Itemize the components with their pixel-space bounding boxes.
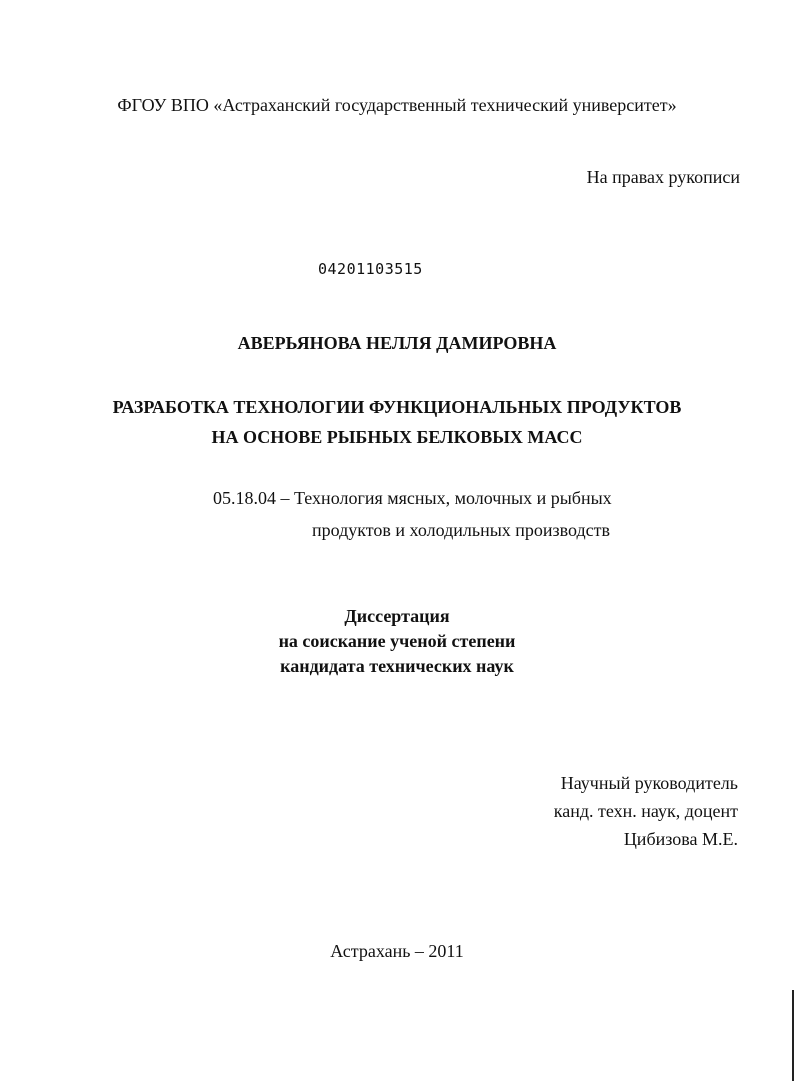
- author-name: АВЕРЬЯНОВА НЕЛЛЯ ДАМИРОВНА: [237, 333, 557, 353]
- degree-line-3: кандидата технических наук: [280, 656, 514, 676]
- supervisor-block: [554, 769, 738, 853]
- place-year: Астрахань – 2011: [330, 941, 464, 961]
- specialty-line-1: 05.18.04 – Технология мясных, молочных и рыбных: [213, 488, 612, 508]
- rights-note: На правах рукописи: [586, 167, 740, 187]
- supervisor-degree: канд. техн. наук, доцент: [553, 801, 738, 821]
- institution-line: ФГОУ ВПО «Астраханский государственный технический университет»: [117, 95, 677, 115]
- degree-line-1: Диссертация: [344, 606, 450, 626]
- degree-line-2: на соискание ученой степени: [278, 631, 516, 651]
- registration-number: 04201103515: [318, 260, 423, 278]
- specialty-line-2: продуктов и холодильных производств: [312, 520, 611, 540]
- dissertation-title-line-1: РАЗРАБОТКА ТЕХНОЛОГИИ ФУНКЦИОНАЛЬНЫХ ПРОДУКТОВ: [112, 397, 682, 417]
- supervisor-label: Научный руководитель: [560, 773, 738, 793]
- supervisor-name: Цибизова М.Е.: [623, 829, 738, 849]
- dissertation-title-line-2: НА ОСНОВЕ РЫБНЫХ БЕЛКОВЫХ МАСС: [211, 427, 583, 447]
